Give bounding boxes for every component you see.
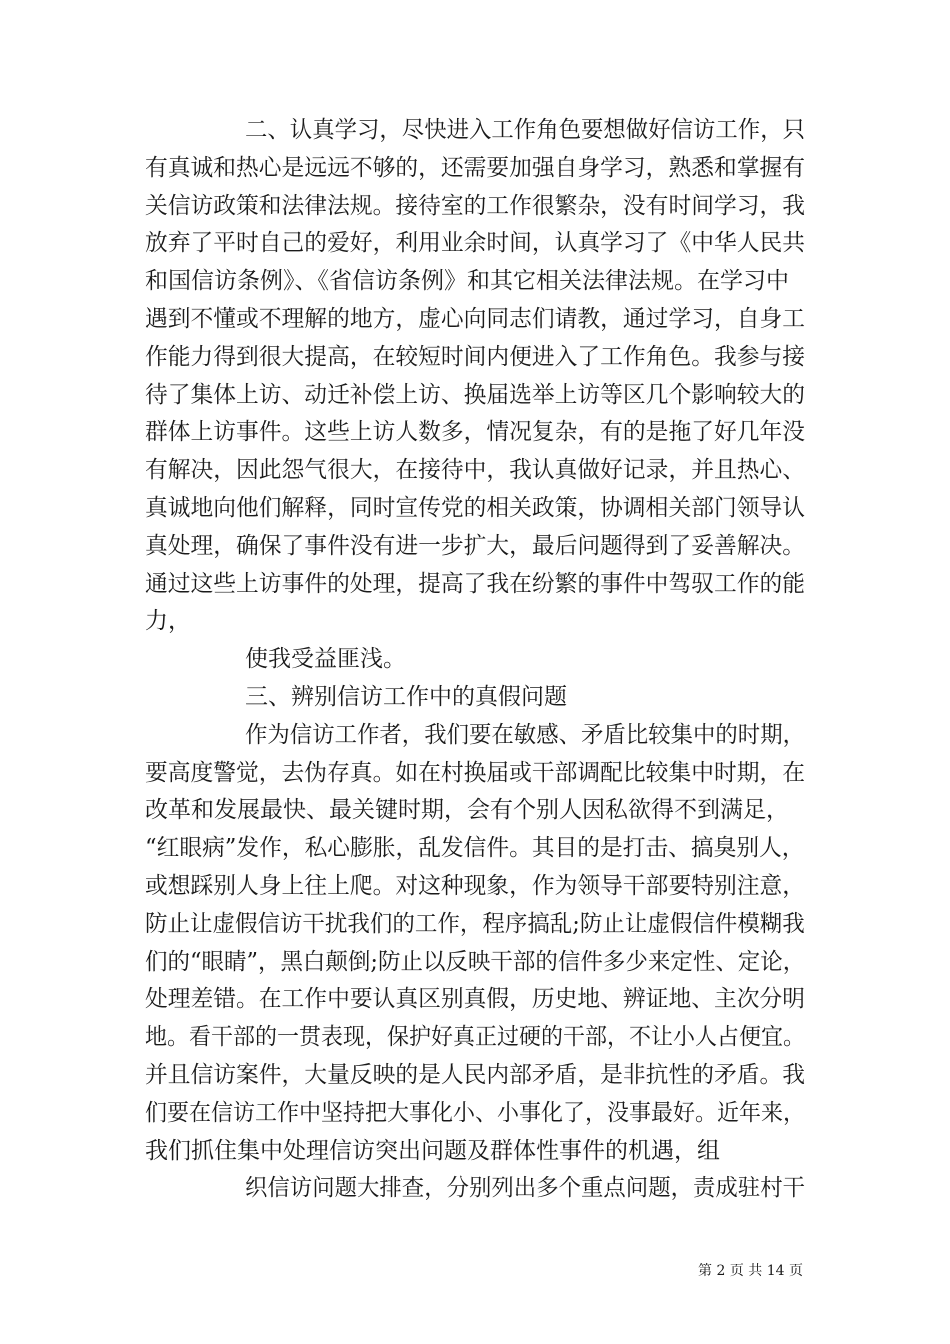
section-heading: 三、辨别信访工作中的真假问题	[245, 684, 567, 710]
text-line: 们的“眼睛”，黑白颠倒;防止以反映干部的信件多少来定性、定论，	[145, 948, 806, 975]
text-line: 遇到不懂或不理解的地方，虚心向同志们请教，通过学习，自身工	[145, 306, 805, 332]
text-line: 织信访问题大排查，分别列出多个重点问题，责成驻村干	[245, 1175, 805, 1202]
text-line: 作为信访工作者，我们要在敏感、矛盾比较集中的时期，	[245, 721, 805, 748]
text-line: 二、认真学习，尽快进入工作角色要想做好信访工作，只	[245, 117, 805, 143]
text-line: 群体上访事件。这些上访人数多，情况复杂，有的是拖了好几年没	[145, 419, 805, 446]
text-line: 们要在信访工作中坚持把大事化小、小事化了，没事最好。近年来，	[145, 1099, 805, 1126]
page-number-footer: 第 2 页 共 14 页	[698, 1263, 803, 1279]
text-line: 使我受益匪浅。	[245, 646, 406, 673]
text-line: 关信访政策和法律法规。接待室的工作很繁杂，没有时间学习，我	[145, 192, 805, 219]
text-line: 有真诚和热心是远远不够的，还需要加强自身学习，熟悉和掌握有	[145, 154, 805, 181]
text-line: 作能力得到很大提高，在较短时间内便进入了工作角色。我参与接	[145, 343, 805, 370]
text-line: 通过这些上访事件的处理，提高了我在纷繁的事件中驾驭工作的能	[145, 570, 805, 597]
text-line: 处理差错。在工作中要认真区别真假，历史地、辨证地、主次分明	[145, 986, 805, 1013]
text-line: 待了集体上访、动迁补偿上访、换届选举上访等区几个影响较大的	[145, 381, 805, 408]
text-line: 要高度警觉，去伪存真。如在村换届或干部调配比较集中时期，在	[145, 759, 805, 786]
text-line: 真处理，确保了事件没有进一步扩大，最后问题得到了妥善解决。	[145, 532, 805, 559]
text-line: 真诚地向他们解释，同时宣传党的相关政策，协调相关部门领导认	[145, 495, 805, 521]
text-line: 力，	[145, 608, 191, 635]
text-line: 我们抓住集中处理信访突出问题及群体性事件的机遇，组	[145, 1137, 720, 1164]
text-line: 或想踩别人身上往上爬。对这种现象，作为领导干部要特别注意，	[145, 873, 805, 899]
text-line: 防止让虚假信访干扰我们的工作，程序搞乱;防止让虚假信件模糊我	[145, 910, 805, 937]
text-line: 地。看干部的一贯表现，保护好真正过硬的干部，不让小人占便宜。	[145, 1024, 805, 1051]
text-line: 有解决，因此怨气很大，在接待中，我认真做好记录，并且热心、	[145, 457, 805, 484]
text-line: 放弃了平时自己的爱好，利用业余时间，认真学习了《中华人民共	[145, 230, 805, 257]
text-line: 改革和发展最快、最关键时期，会有个别人因私欲得不到满足，	[145, 797, 789, 824]
text-line: 并且信访案件，大量反映的是人民内部矛盾，是非抗性的矛盾。我	[145, 1062, 805, 1088]
text-line: “红眼病”发作，私心膨胀，乱发信件。其目的是打击、搞臭别人，	[145, 835, 805, 862]
text-line: 和国信访条例》、《省信访条例》和其它相关法律法规。在学习中	[145, 268, 789, 295]
